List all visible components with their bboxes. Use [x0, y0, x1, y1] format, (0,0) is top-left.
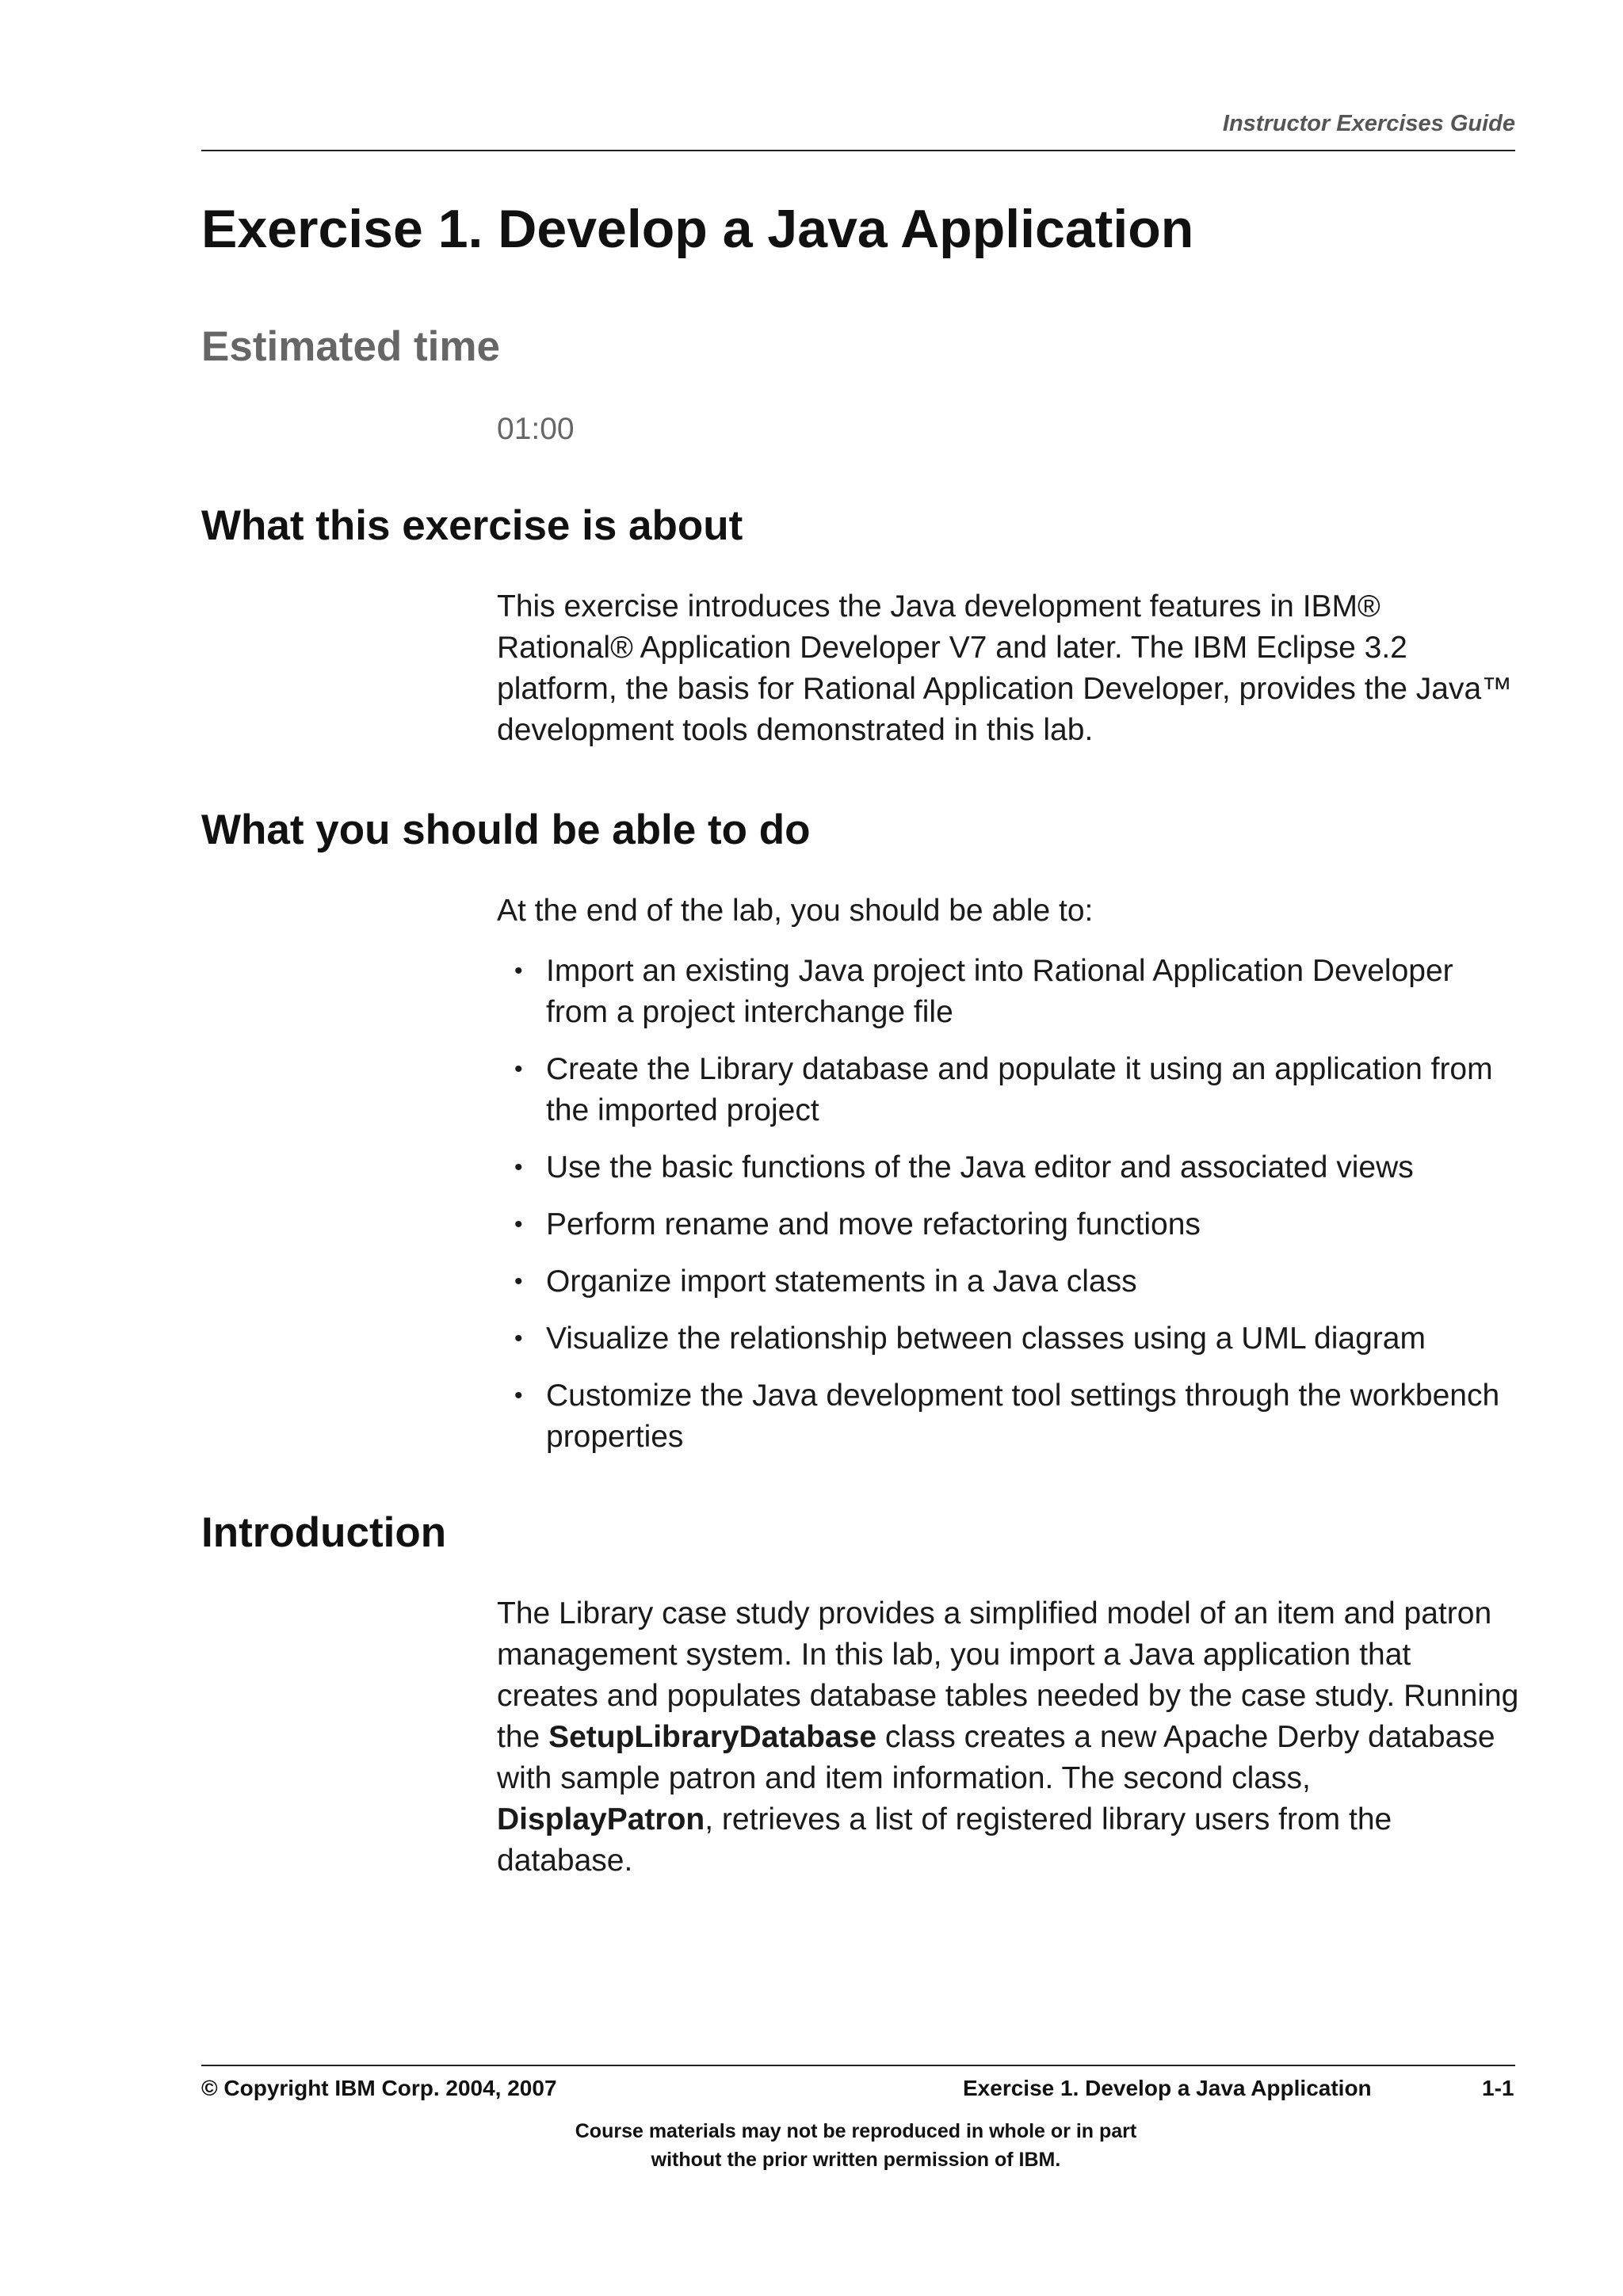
footer-page-number: 1-1 — [1482, 2076, 1514, 2100]
about-paragraph: This exercise introduces the Java development features in IBM® Rational® Application Developer V7 and later. The IBM Eclipse 3.2 platform, the basis for Rational Application Developer, provides the Java™ development tools demonstrated in this lab. — [497, 589, 1513, 747]
intro-text-part: , retrieves a list of registered library users from the database. — [497, 1802, 1392, 1878]
objective-item — [497, 1049, 1519, 1131]
objective-text: Visualize the relationship between classes using a UML diagram — [546, 1322, 1426, 1356]
objective-item — [497, 1147, 1519, 1188]
objective-item — [497, 1375, 1519, 1458]
objective-text: Customize the Java development tool settings through the workbench properties — [546, 1379, 1500, 1454]
objectives-intro: At the end of the lab, you should be able to: — [497, 894, 1094, 928]
objectives-list — [497, 951, 1519, 1474]
objective-item — [497, 951, 1519, 1033]
objectives-heading: What you should be able to do — [201, 807, 811, 853]
objective-text: Import an existing Java project into Rational Application Developer from a project interchange file — [546, 954, 1453, 1029]
bullet-icon: • — [514, 1211, 523, 1238]
objective-text: Create the Library database and populate it using an application from the imported project — [546, 1052, 1493, 1127]
introduction-heading: Introduction — [201, 1509, 447, 1556]
objective-text: Use the basic functions of the Java editor and associated views — [546, 1150, 1414, 1184]
intro-text-part: The Library case study provides a simplified model of an item and patron management system. In this lab, you import a Java application that creates and populates database tables needed by the case study. Running the — [497, 1596, 1519, 1754]
exercise-title: Exercise 1. Develop a Java Application — [201, 199, 1194, 259]
objective-text: Organize import statements in a Java class — [546, 1264, 1137, 1299]
class-name-display: DisplayPatron — [497, 1802, 705, 1836]
running-header: Instructor Exercises Guide — [1222, 111, 1515, 136]
intro-text-part: class creates a new Apache Derby database with sample patron and item information. The second class, — [497, 1720, 1495, 1795]
bullet-icon: • — [514, 958, 523, 984]
estimated-time-value: 01:00 — [497, 412, 575, 446]
estimated-time-heading: Estimated time — [201, 323, 501, 370]
footer-chapter-title: Exercise 1. Develop a Java Application — [963, 2076, 1372, 2100]
objective-item — [497, 1318, 1519, 1360]
bullet-icon: • — [514, 1056, 523, 1082]
footer-notice-line: without the prior written permission of IBM. — [651, 2149, 1061, 2171]
objective-text: Perform rename and move refactoring functions — [546, 1207, 1201, 1241]
bullet-icon: • — [514, 1325, 523, 1352]
footer-copyright: © Copyright IBM Corp. 2004, 2007 — [201, 2076, 557, 2100]
bullet-icon: • — [514, 1268, 523, 1295]
objective-item — [497, 1261, 1519, 1302]
footer-notice-line: Course materials may not be reproduced in whole or in part — [575, 2120, 1137, 2142]
bullet-icon: • — [514, 1154, 523, 1180]
class-name-setup: SetupLibraryDatabase — [548, 1720, 877, 1754]
introduction-paragraph — [497, 1593, 1519, 1882]
header-rule — [201, 150, 1515, 151]
objective-item — [497, 1204, 1519, 1245]
footer-notice — [0, 2117, 1623, 2174]
about-heading: What this exercise is about — [201, 502, 743, 549]
bullet-icon: • — [514, 1383, 523, 1409]
footer-rule — [201, 2065, 1515, 2066]
